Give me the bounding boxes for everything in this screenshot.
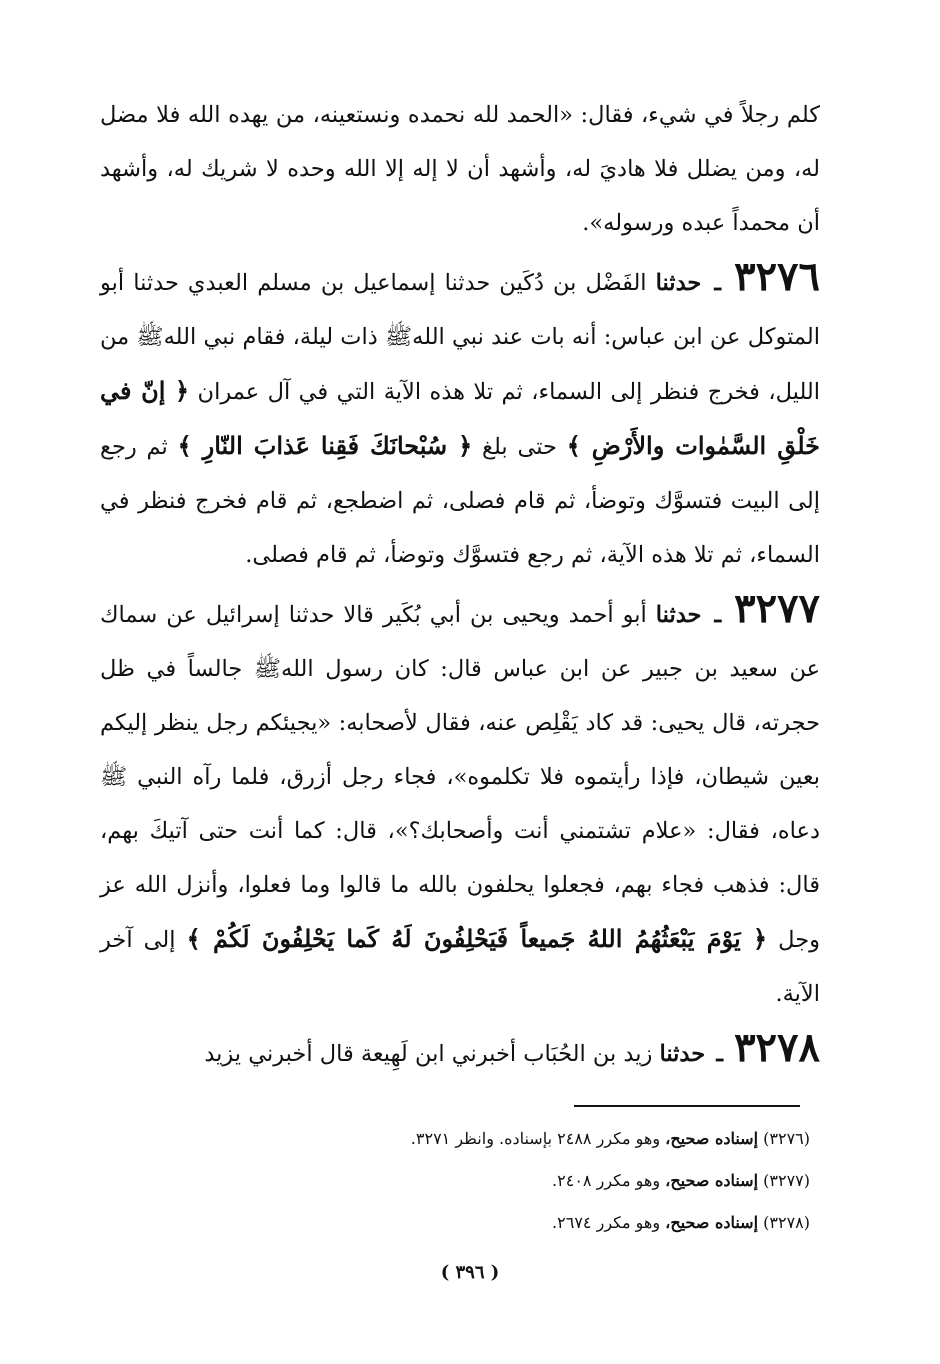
footnote-grade: إسناده صحيح، xyxy=(665,1171,759,1190)
hadith-intro: حدثنا xyxy=(659,1041,706,1067)
quran-verse: ﴿ إنّ في خَلْقِ السَّمٰوات والأَرْضِ ﴾ xyxy=(100,376,820,460)
footnote-grade: إسناده صحيح، xyxy=(665,1213,759,1232)
page-number: ( ٣٩٦ ) xyxy=(440,1262,500,1283)
hadith-text: إلى آخر الآية. xyxy=(100,927,820,1007)
hadith-text: الفَضْل بن دُكَين حدثنا إسماعيل بن مسلم العبدي حدثنا أبو المتوكل عن ابن عباس: أنه بات عند نبي اللهﷺ ذات ليلة، فقام نبي اللهﷺ من الليل، فخرج فنظر إلى السماء، ثم تلا هذه الآية التي في آل عمران xyxy=(100,270,821,405)
page-body xyxy=(100,88,820,1081)
footnotes xyxy=(100,1118,810,1244)
footnote xyxy=(100,1202,810,1244)
hadith-text: أبو أحمد ويحيى بن أبي بُكَير قالا حدثنا إسرائيل عن سماك عن سعيد بن جبير عن ابن عباس قال: كان رسول اللهﷺ جالساً في ظل حجرته، قال يحيى: قد كاد يَقْلِص عنه، فقال لأصحابه: «يجيئكم رجل ينظر إليكم بعين شيطان، فإذا رأيتموه فلا تكلموه»، فجاء رجل أزرق، فلما رآه النبي ﷺ دعاه، فقال: «علام تشتمني أنت وأصحابك؟»، قال: كما أنت حتى آتيكَ بهم، قال: فذهب فجاء بهم، فجعلوا يحلفون بالله ما قالوا وما فعلوا، وأنزل الله عز وجل xyxy=(100,602,820,953)
hadith-text: زيد بن الحُبَاب أخبرني ابن لَهِيعة قال أخبرني يزيد xyxy=(204,1041,660,1067)
hadith-number: ٣٢٧٦ xyxy=(734,253,821,300)
hadith-number: ٣٢٧٨ xyxy=(734,1024,820,1071)
paragraph-text: كلم رجلاً في شيء، فقال: «الحمد لله نحمده ونستعينه، من يهده الله فلا مضل له، ومن يضلل فلا هاديَ له، وأشهد أن لا إله إلا الله وحده لا شريك له، وأشهد أن محمداً عبده ورسوله». xyxy=(100,102,820,236)
hadith-separator: ـ xyxy=(716,1041,723,1067)
footnote-ref: (٣٢٧٨) xyxy=(763,1213,810,1232)
footnote-text: وهو مكرر ٢٦٧٤. xyxy=(552,1213,666,1232)
hadith-3277 xyxy=(100,582,820,1021)
hadith-text: حتى بلغ xyxy=(472,434,567,460)
footnote xyxy=(100,1160,810,1202)
hadith-separator: ـ xyxy=(714,270,721,296)
quran-verse: ﴿ يَوْمَ يَبْعَثُهُمُ اللهُ جَميعاً فَيَحْلِفُونَ لَهُ كَما يَحْلِفُونَ لَكُمْ ﴾ xyxy=(186,924,768,953)
hadith-intro: حدثنا xyxy=(655,270,702,296)
quran-verse: ﴿ سُبْحانَكَ فَقِنا عَذابَ النّارِ ﴾ xyxy=(177,431,473,460)
footnote-text: وهو مكرر ٢٤٨٨ بإسناده. وانظر ٣٢٧١. xyxy=(410,1129,666,1148)
footnote-ref: (٣٢٧٦) xyxy=(763,1129,810,1148)
footnote-grade: إسناده صحيح، xyxy=(665,1129,759,1148)
paragraph-continuation xyxy=(100,88,820,250)
footnote-divider xyxy=(574,1105,800,1107)
footnote-ref: (٣٢٧٧) xyxy=(763,1171,810,1190)
footnote xyxy=(100,1118,810,1160)
hadith-intro: حدثنا xyxy=(655,602,702,628)
hadith-text: ثم رجع إلى البيت فتسوَّك وتوضأ، ثم قام فصلى، ثم اضطجع، ثم قام فخرج فنظر في السماء، ثم تلا هذه الآية، ثم رجع فتسوَّك وتوضأ، ثم قام فصلى. xyxy=(100,434,820,568)
hadith-number: ٣٢٧٧ xyxy=(734,585,821,632)
hadith-3276 xyxy=(100,250,820,582)
hadith-3278 xyxy=(100,1021,820,1081)
footnote-text: وهو مكرر ٢٤٠٨. xyxy=(552,1171,666,1190)
hadith-separator: ـ xyxy=(714,602,722,628)
